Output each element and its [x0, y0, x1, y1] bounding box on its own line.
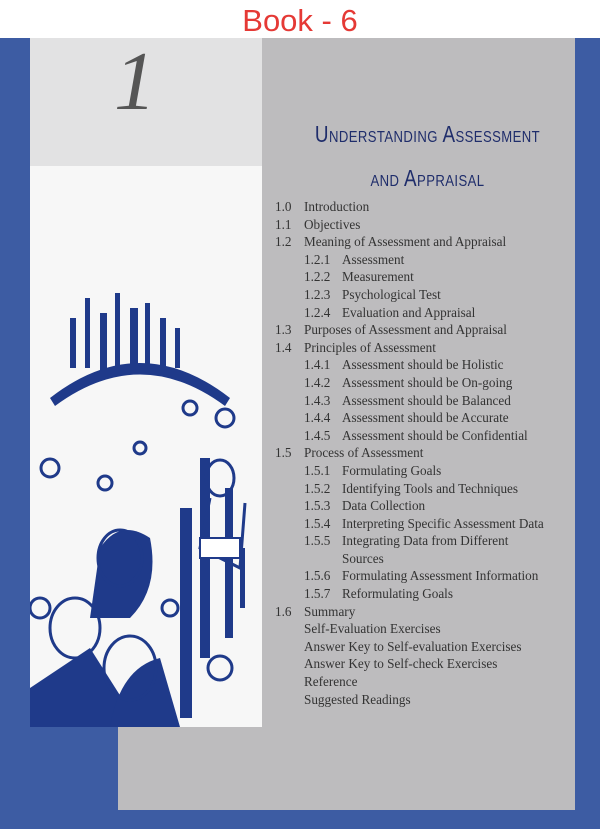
toc-entry-text: Interpreting Specific Assessment Data — [342, 515, 544, 531]
book-label: Book - 6 — [242, 3, 358, 38]
toc-entry — [275, 444, 575, 462]
toc-entry — [275, 374, 575, 392]
toc-entry-text: Purposes of Assessment and Appraisal — [304, 322, 507, 338]
chapter-title — [315, 112, 541, 200]
toc-entry — [275, 216, 575, 234]
toc-entry-text: Identifying Tools and Techniques — [342, 480, 519, 496]
toc-entry-number: 1.5.7 — [304, 586, 331, 602]
toc-entry — [275, 233, 575, 251]
chapter-title-line2: and Appraisal — [370, 165, 485, 191]
toc-entry-number: 1.5.4 — [304, 515, 331, 531]
toc-entry — [275, 532, 575, 550]
chapter-number: 1 — [114, 35, 156, 128]
chapter-title-line1: Understanding Assessment — [314, 121, 541, 147]
toc-entry-text: Sources — [342, 550, 384, 566]
toc-entry-text: Assessment should be On-going — [342, 374, 513, 390]
toc-entry-text: Assessment should be Holistic — [342, 357, 504, 373]
toc-entry-text: Data Collection — [342, 498, 426, 514]
toc-entry — [275, 356, 575, 374]
toc-entry-number: 1.3 — [275, 322, 292, 338]
toc-entry-number: 1.1 — [275, 216, 292, 232]
toc-entry-number: 1.4.3 — [304, 392, 331, 408]
toc-entry — [275, 638, 575, 656]
toc-entry-text: Assessment should be Accurate — [342, 410, 509, 426]
toc-entry-number: 1.4 — [275, 339, 292, 355]
toc-entry — [275, 427, 575, 445]
toc-entry-number: 1.4.5 — [304, 427, 331, 443]
toc-entry-text: Meaning of Assessment and Appraisal — [304, 234, 507, 250]
toc-entry — [275, 480, 575, 498]
toc-entry-text: Process of Assessment — [304, 445, 424, 461]
toc-entry — [275, 497, 575, 515]
toc-entry — [275, 392, 575, 410]
toc-entry-number: 1.0 — [275, 199, 292, 214]
toc-entry — [275, 321, 575, 339]
toc-entry-number: 1.4.4 — [304, 410, 331, 426]
toc-entry-text: Introduction — [304, 199, 370, 214]
toc-entry-number: 1.4.2 — [304, 374, 331, 390]
toc-entry — [275, 251, 575, 269]
toc-entry — [275, 198, 575, 216]
toc-entry-number: 1.4.1 — [304, 357, 331, 373]
toc-entry — [275, 286, 575, 304]
toc-entry-number: 1.5.5 — [304, 533, 331, 549]
toc-entry-text: Principles of Assessment — [304, 339, 436, 355]
toc-entry-number: 1.2.1 — [304, 251, 331, 267]
toc-entry-text: Assessment should be Confidential — [342, 427, 528, 443]
toc-entry-text: Objectives — [304, 216, 361, 232]
table-of-contents — [275, 198, 575, 708]
toc-entry-text: Integrating Data from Different — [342, 533, 509, 549]
toc-entry-number: 1.5.3 — [304, 498, 331, 514]
toc-entry-text: Formulating Goals — [342, 462, 442, 478]
toc-entry-text: Answer Key to Self-check Exercises — [304, 656, 498, 672]
toc-entry-text: Reference — [304, 674, 358, 690]
toc-entry-text: Assessment should be Balanced — [342, 392, 511, 408]
page-panel-bottom — [118, 727, 268, 810]
toc-entry-text: Answer Key to Self-evaluation Exercises — [304, 638, 522, 654]
toc-entry-number: 1.5.1 — [304, 462, 331, 478]
toc-entry — [275, 585, 575, 603]
toc-entry-number: 1.6 — [275, 603, 292, 619]
toc-entry-number: 1.2.4 — [304, 304, 331, 320]
toc-entry — [275, 409, 575, 427]
toc-entry-number: 1.5 — [275, 445, 292, 461]
toc-entry — [275, 691, 575, 709]
toc-entry-number: 1.2 — [275, 234, 292, 250]
toc-entry — [275, 567, 575, 585]
toc-entry — [275, 462, 575, 480]
toc-entry-text: Measurement — [342, 269, 414, 285]
toc-entry — [275, 339, 575, 357]
toc-entry — [275, 620, 575, 638]
toc-entry-text: Psychological Test — [342, 286, 441, 302]
toc-entry-number: 1.5.6 — [304, 568, 331, 584]
toc-entry — [275, 550, 575, 568]
toc-entry — [275, 673, 575, 691]
toc-entry-text: Formulating Assessment Information — [342, 568, 539, 584]
students-illustration — [30, 288, 262, 727]
toc-entry — [275, 655, 575, 673]
toc-entry — [275, 304, 575, 322]
illustration-box — [30, 35, 262, 727]
toc-entry-number: 1.2.3 — [304, 286, 331, 302]
toc-entry-number: 1.2.2 — [304, 269, 331, 285]
toc-entry-number: 1.5.2 — [304, 480, 331, 496]
toc-entry-text: Summary — [304, 603, 356, 619]
toc-entry-text: Evaluation and Appraisal — [342, 304, 476, 320]
toc-entry-text: Self-Evaluation Exercises — [304, 621, 441, 637]
toc-entry — [275, 603, 575, 621]
toc-entry-text: Reformulating Goals — [342, 586, 453, 602]
toc-entry-text: Assessment — [342, 251, 405, 267]
toc-entry — [275, 268, 575, 286]
toc-entry — [275, 515, 575, 533]
toc-entry-text: Suggested Readings — [304, 691, 411, 707]
